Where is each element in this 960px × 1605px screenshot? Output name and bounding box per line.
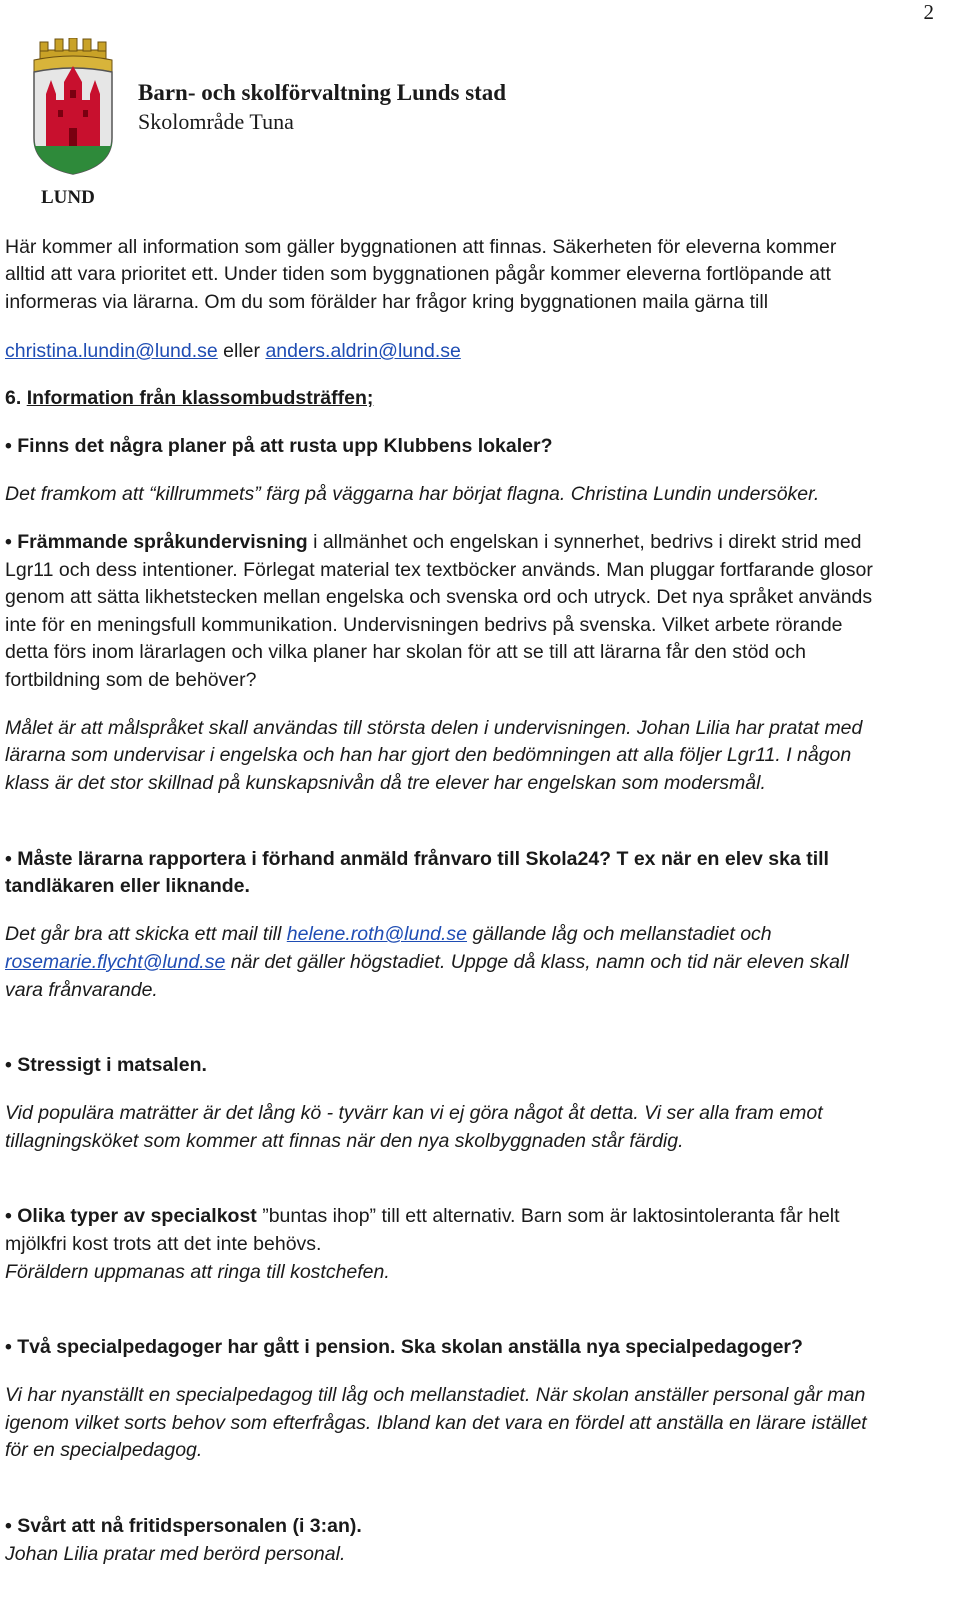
page-number: 2 xyxy=(923,0,934,24)
answer-matsalen-line-1: Vid populära maträtter är det lång kö - tyvärr kan vi ej göra något åt detta. Vi ser alla fram emot xyxy=(5,1102,823,1124)
question-topic: Olika typer av specialkost xyxy=(17,1205,257,1227)
intro-line-3: informeras via lärarna. Om du som förälder har frågor kring byggnationen maila gärna till xyxy=(5,291,769,313)
answer-franvaro-line-3: vara frånvarande. xyxy=(5,979,158,1001)
answer-franvaro-line-1 xyxy=(5,920,772,948)
email-link-anders[interactable]: anders.aldrin@lund.se xyxy=(265,340,461,362)
answer-sprakundervisning-line-3: klass är det stor skillnad på kunskapsnivån då tre elever har engelskan som modersmål. xyxy=(5,772,766,794)
answer-fritidspersonal: Johan Lilia pratar med berörd personal. xyxy=(5,1543,346,1565)
email-link-christina[interactable]: christina.lundin@lund.se xyxy=(5,340,218,362)
section-number: 6. xyxy=(5,387,27,409)
answer-specialkost: Föräldern uppmanas att ringa till kostchefen. xyxy=(5,1261,390,1283)
email-link-helene[interactable]: helene.roth@lund.se xyxy=(286,923,468,945)
question-specialpedagoger: • Två specialpedagoger har gått i pension. Ska skolan anställa nya specialpedagoger? xyxy=(5,1336,803,1358)
question-text: ”buntas ihop” till ett alternativ. Barn som är laktosintoleranta får helt xyxy=(256,1205,840,1227)
answer-matsalen-line-2: tillagningsköket som kommer att finnas när den nya skolbyggnaden står färdig. xyxy=(5,1130,684,1152)
question-sprakundervisning-line-6: fortbildning som de behöver? xyxy=(5,669,257,691)
intro-contact-line xyxy=(5,337,461,365)
answer-specialpedagoger-line-2: igenom vilket sorts behov som efterfrågas. Ibland kan det vara en fördel att anställa en lärare istället xyxy=(5,1412,867,1434)
question-specialkost-line-1 xyxy=(5,1202,840,1230)
answer-specialpedagoger-line-1: Vi har nyanställt en specialpedagog till låg och mellanstadiet. När skolan anställer personal går man xyxy=(5,1384,866,1406)
answer-sprakundervisning-line-1: Målet är att målspråket skall användas till största delen i undervisningen. Johan Lilia har pratat med xyxy=(5,717,863,739)
question-matsalen: • Stressigt i matsalen. xyxy=(5,1054,207,1076)
bullet: • xyxy=(5,531,18,553)
answer-sprakundervisning-line-2: lärarna som undervisar i engelska och han har gjort den bedömningen att alla följer Lgr11. I någon xyxy=(5,744,852,766)
question-sprakundervisning-line-2: Lgr11 och dess intentioner. Förlegat material tex textböcker används. Man pluggar fortfarande glosor xyxy=(5,559,873,581)
question-text: i allmänhet och engelskan i synnerhet, bedrivs i direkt strid med xyxy=(307,531,862,553)
question-fritidspersonal: • Svårt att nå fritidspersonalen (i 3:an). xyxy=(5,1515,362,1537)
bullet: • xyxy=(5,1205,18,1227)
organization-name: Barn- och skolförvaltning Lunds stad xyxy=(138,80,507,105)
intro-line-1: Här kommer all information som gäller byggnationen att finnas. Säkerheten för eleverna kommer xyxy=(5,236,837,258)
question-franvaro-line-1: • Måste lärarna rapportera i förhand anmäld frånvaro till Skola24? T ex när en elev ska till xyxy=(5,848,829,870)
answer-text: Det går bra att skicka ett mail till xyxy=(5,923,287,945)
lund-coat-of-arms-logo xyxy=(28,38,118,178)
question-sprakundervisning-line-4: inte för en meningsfull kommunikation. Undervisningen bedrivs på svenska. Vilket arbete rörande xyxy=(5,614,843,636)
question-franvaro-line-2: tandläkaren eller liknande. xyxy=(5,875,250,897)
email-link-rosemarie[interactable]: rosemarie.flycht@lund.se xyxy=(5,951,226,973)
question-topic: Främmande språkundervisning xyxy=(17,531,308,553)
section-heading xyxy=(5,384,373,412)
question-sprakundervisning-line-5: detta förs inom lärarlagen och vilka planer har skolan för att se till att lärarna får den stöd och xyxy=(5,641,807,663)
contact-joiner: eller xyxy=(217,340,266,362)
question-sprakundervisning-line-1 xyxy=(5,528,862,556)
answer-klubbens-lokaler: Det framkom att “killrummets” färg på väggarna har börjat flagna. Christina Lundin undersöker. xyxy=(5,483,820,505)
question-sprakundervisning-line-3: genom att sätta likhetstecken mellan engelska och svenska ord och utryck. Det nya språket används xyxy=(5,586,873,608)
intro-line-2: alltid att vara prioritet ett. Under tiden som byggnationen pågår kommer eleverna fortlöpande att xyxy=(5,263,831,285)
organization-subtitle: Skolområde Tuna xyxy=(138,109,294,134)
answer-franvaro-line-2 xyxy=(5,948,849,976)
question-klubbens-lokaler: • Finns det några planer på att rusta upp Klubbens lokaler? xyxy=(5,435,553,457)
answer-specialpedagoger-line-3: för en specialpedagog. xyxy=(5,1439,203,1461)
answer-text: gällande låg och mellanstadiet och xyxy=(467,923,772,945)
logo-caption: LUND xyxy=(41,187,95,208)
section-title: Information från klassombudsträffen; xyxy=(26,387,374,409)
answer-text: när det gäller högstadiet. Uppge då klass, namn och tid när eleven skall xyxy=(225,951,849,973)
question-specialkost-line-2: mjölkfri kost trots att det inte behövs. xyxy=(5,1233,322,1255)
